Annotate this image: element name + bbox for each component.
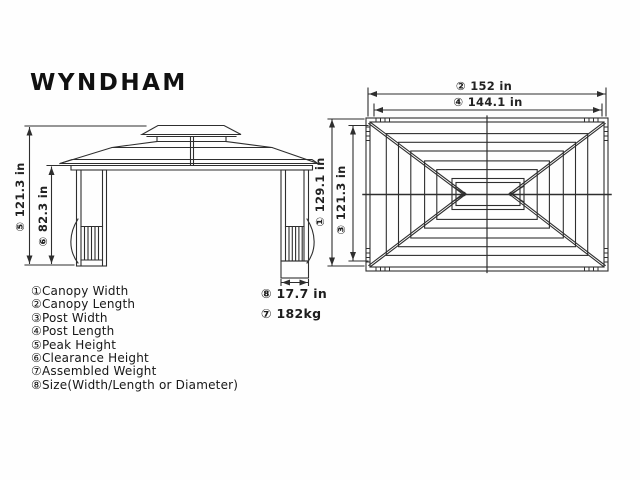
dim-label-clearance-height: ⑥ 82.3 in <box>36 185 50 247</box>
roof-cap <box>142 126 241 142</box>
centerlines <box>363 116 611 273</box>
center-pole <box>191 137 194 166</box>
legend <box>31 285 238 392</box>
right-post <box>281 170 314 278</box>
side-view-gazebo <box>25 126 318 286</box>
main-roof <box>60 142 318 164</box>
top-view-roof-plan <box>328 88 611 273</box>
dim-line-post-width <box>349 126 368 262</box>
spec-size-value: ⑧ 17.7 in <box>261 285 328 301</box>
dim-label-canopy-width: ① 129.1 in <box>313 157 327 227</box>
dim-label-peak-height: ⑤ 121.3 in <box>13 162 27 232</box>
dim-line-clearance-height <box>47 166 70 264</box>
legend-item-clearance-height: ⑥Clearance Height <box>31 351 149 366</box>
dim-label-canopy-length: ② 152 in <box>455 78 513 93</box>
spec-weight-value: ⑦ 182kg <box>261 305 322 321</box>
legend-item-canopy-width: ①Canopy Width <box>31 284 129 298</box>
legend-item-peak-height: ⑤Peak Height <box>31 337 117 352</box>
dim-label-post-width: ③ 121.3 in <box>334 165 348 235</box>
product-title: WYNDHAM <box>30 70 188 96</box>
dim-label-post-length: ④ 144.1 in <box>453 94 523 109</box>
legend-item-assembled-weight: ⑦Assembled Weight <box>31 364 157 379</box>
left-post <box>71 170 107 266</box>
top-beam <box>71 166 313 171</box>
legend-item-canopy-length: ②Canopy Length <box>31 297 136 312</box>
legend-item-post-width: ③Post Width <box>31 310 108 325</box>
legend-item-post-length: ④Post Length <box>31 324 115 339</box>
legend-item-size: ⑧Size(Width/Length or Diameter) <box>31 377 239 392</box>
